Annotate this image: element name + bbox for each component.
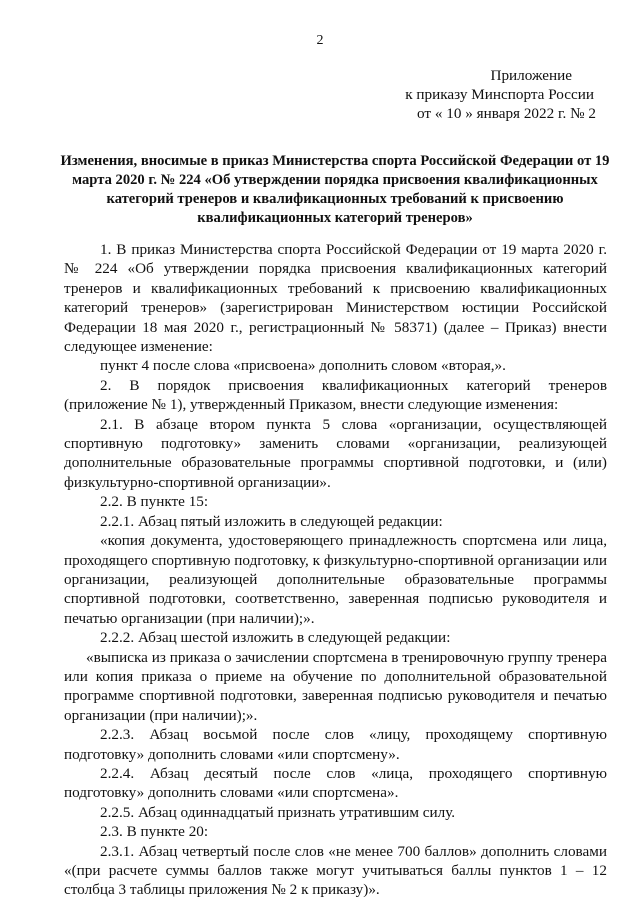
paragraph-8: 2.2.2. Абзац шестой изложить в следующей редакции: [100, 629, 451, 647]
paragraph-1: 1. В приказ Министерства спорта Российской Федерации от 19 марта 2020 г. № 224 «Об утверждении порядка присвоения квалификационных категорий тренеров и квалификационных требований к присвоению квалификационных категорий тренеров» (зарегистрирован Министерством юстиции Российской Федерации 18 мая 2020 г., регистрационный № 58371) (далее – Приказ) внести следующее изменение: [64, 241, 607, 356]
paragraph-12: 2.2.5. Абзац одиннадцатый признать утратившим силу. [100, 803, 456, 821]
paragraph-10: 2.2.3. Абзац восьмой после слов «лицу, проходящему спортивную подготовку» дополнить словами «или спортсмену». [64, 726, 607, 763]
paragraph-9: «выписка из приказа о зачислении спортсмена в тренировочную группу тренера или копия приказа о приеме на обучение по дополнительной образовательной программе спортивной подготовки, заверенная подписью руководителя и печатью организации (при наличии);». [64, 648, 607, 724]
page-number: 2 [316, 33, 324, 48]
appendix-header [300, 66, 596, 123]
paragraph-6: 2.2.1. Абзац пятый изложить в следующей редакции: [100, 512, 443, 530]
appendix-line-2: к приказу Минспорта России [405, 86, 594, 103]
paragraph-13: 2.3. В пункте 20: [100, 823, 209, 841]
paragraph-2: пункт 4 после слова «присвоена» дополнить словом «вторая,». [100, 357, 506, 375]
paragraph-4: 2.1. В абзаце втором пункта 5 слова «организации, осуществляющей спортивную подготовку» заменить словами «организации, реализующей дополнительные образовательные программы спортивной подготовки, и (или) физкультурно-спортивной организации». [64, 415, 607, 491]
appendix-line-3: от « 10 » января 2022 г. № 2 [417, 105, 596, 122]
document-body [64, 240, 607, 900]
paragraph-7: «копия документа, удостоверяющего принадлежность спортсмена или лица, проходящего спортивную подготовку, к физкультурно-спортивной организации или организации, реализующей дополнительные образовательные программы спортивной подготовки, соответственно, заверенная подписью руководителя и печатью организации (при наличии);». [64, 532, 607, 627]
paragraph-5: 2.2. В пункте 15: [100, 493, 209, 511]
paragraph-14: 2.3.1. Абзац четвертый после слов «не менее 700 баллов» дополнить словами «(при расчете суммы баллов также могут учитываться баллы пунктов 1 – 12 столбца 3 таблицы приложения № 2 к приказу)». [64, 842, 607, 899]
paragraph-3: 2. В порядок присвоения квалификационных категорий тренеров (приложение № 1), утвержденный Приказом, внести следующие изменения: [64, 376, 607, 414]
document-title: Изменения, вносимые в приказ Министерства спорта Российской Федерации от 19 марта 2020 г. № 224 «Об утверждении порядка присвоения квалификационных категорий тренеров и квалификационных требований к присвоению квалификационных категорий тренеров» [60, 153, 610, 226]
appendix-line-1: Приложение [490, 67, 572, 84]
paragraph-11: 2.2.4. Абзац десятый после слов «лица, проходящего спортивную подготовку» дополнить словами «или спортсмена». [64, 764, 607, 802]
